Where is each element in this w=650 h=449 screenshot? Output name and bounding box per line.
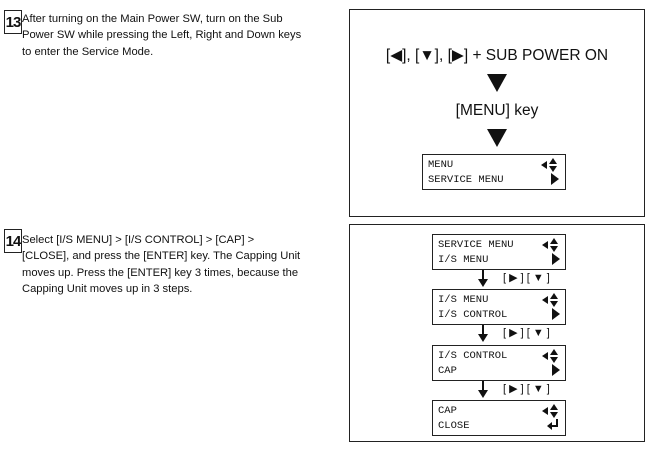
lcd-line-1: CAP [438,405,457,417]
lcd-display [432,289,566,325]
step-13-diagram [349,9,645,217]
step-14-line-2: [CLOSE], and press the [ENTER] key. The Capping Unit [22,250,301,263]
lcd-line-1: SERVICE MENU [438,239,514,251]
lcd-display [432,345,566,381]
right-arrow-icon [552,253,560,265]
down-arrow-icon [477,270,489,287]
step-13-line-1: After turning on the Main Power SW, turn on the Sub [22,13,283,25]
lcd-line-2: CLOSE [438,420,470,432]
step-13-instructions [22,11,342,60]
key-hint: [ ▶ ] [ ▼ ] [503,383,550,395]
right-arrow-icon [552,308,560,320]
lcd-line-1: I/S CONTROL [438,350,508,362]
step-14-diagram [349,224,645,442]
down-arrow-icon [477,381,489,398]
lcd-line-2: SERVICE MENU [428,174,504,186]
left-updown-arrows-icon [542,349,560,363]
step-13-line-3: to enter the Service Mode. [22,45,154,58]
lcd-line-2: I/S CONTROL [438,309,508,321]
lcd-line-2: I/S MENU [438,254,489,266]
right-arrow-icon [551,173,559,185]
step-14-line-4: Capping Unit moves up in 3 steps. [22,283,193,296]
step-14-line-1: Select [I/S MENU] > [I/S CONTROL] > [CAP] > [22,234,255,246]
step-13-line-2: Power SW while pressing the Left, Right and Down keys [22,29,302,42]
lcd-line-1: MENU [428,159,454,171]
left-updown-arrows-icon [541,158,559,172]
left-updown-arrows-icon [542,238,560,252]
right-arrow-icon [552,364,560,376]
left-updown-arrows-icon [542,404,560,418]
down-arrow-icon [477,325,489,342]
down-arrow-icon [487,129,507,147]
down-arrow-icon [487,74,507,92]
enter-icon [547,419,559,431]
menu-key-label: [MENU] key [455,102,539,119]
lcd-display [432,400,566,436]
step-14-line-3: moves up. Press the [ENTER] key 3 times, because the [22,266,299,279]
lcd-line-1: I/S MENU [438,294,489,306]
step-13-number: 13 [4,10,22,34]
left-updown-arrows-icon [542,293,560,307]
key-hint: [ ▶ ] [ ▼ ] [503,327,550,339]
step-14-number: 14 [4,229,22,253]
lcd-display [422,154,566,190]
lcd-line-2: CAP [438,365,457,377]
key-combo-label: [◀], [▼], [▶] + SUB POWER ON [385,47,609,64]
key-hint: [ ▶ ] [ ▼ ] [503,272,550,284]
step-14-instructions [22,232,347,298]
lcd-display [432,234,566,270]
